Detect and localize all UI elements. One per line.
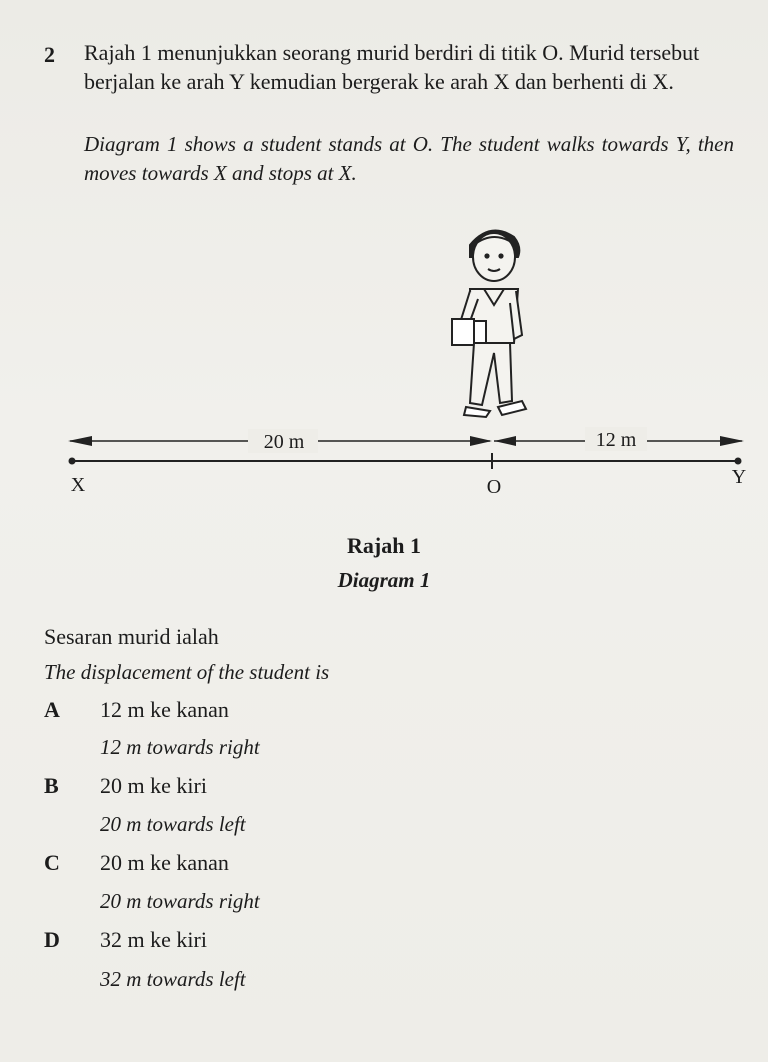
option-letter: C: [44, 850, 60, 875]
point-x-label: X: [70, 474, 86, 496]
arrow-right-head: [720, 436, 744, 446]
right-distance-label: 12 m: [595, 429, 637, 451]
question-text-malay: Rajah 1 menunjukkan seorang murid berdiri di titik O. Murid tersebut berjalan ke arah Y kemudian bergerak ke arah X dan berhenti di X.: [84, 40, 700, 94]
arrow-mid-head-left: [494, 436, 516, 446]
arrow-left-head: [68, 436, 92, 446]
question-text-english: Diagram 1 shows a student stands at O. The student walks towards Y, then moves towards X and stops at X.: [84, 132, 734, 185]
option-letter: A: [44, 697, 60, 722]
option-text-malay: 32 m ke kiri: [100, 927, 207, 952]
diagram-caption-malay: Rajah 1: [347, 533, 421, 558]
option-letter: D: [44, 927, 60, 952]
question-number: 2: [44, 42, 55, 67]
diagram-caption-english: Diagram 1: [337, 568, 431, 592]
option-text-malay: 12 m ke kanan: [100, 697, 229, 722]
point-y-label: Y: [731, 466, 747, 488]
displacement-diagram: [0, 215, 768, 525]
point-y-marker: [735, 458, 742, 465]
option-letter: B: [44, 773, 59, 798]
student-figure: [452, 231, 526, 417]
option-text-english: 20 m towards left: [100, 812, 246, 836]
option-text-english: 12 m towards right: [100, 735, 260, 759]
question-stem-malay: Sesaran murid ialah: [44, 624, 219, 649]
point-x-marker: [69, 458, 76, 465]
option-text-english: 32 m towards left: [100, 967, 246, 991]
point-o-label: O: [486, 476, 502, 498]
option-text-english: 20 m towards right: [100, 889, 260, 913]
arrow-mid-head-right: [470, 436, 492, 446]
question-stem-english: The displacement of the student is: [44, 660, 330, 684]
option-text-malay: 20 m ke kiri: [100, 773, 207, 798]
option-text-malay: 20 m ke kanan: [100, 850, 229, 875]
left-distance-label: 20 m: [263, 431, 305, 453]
